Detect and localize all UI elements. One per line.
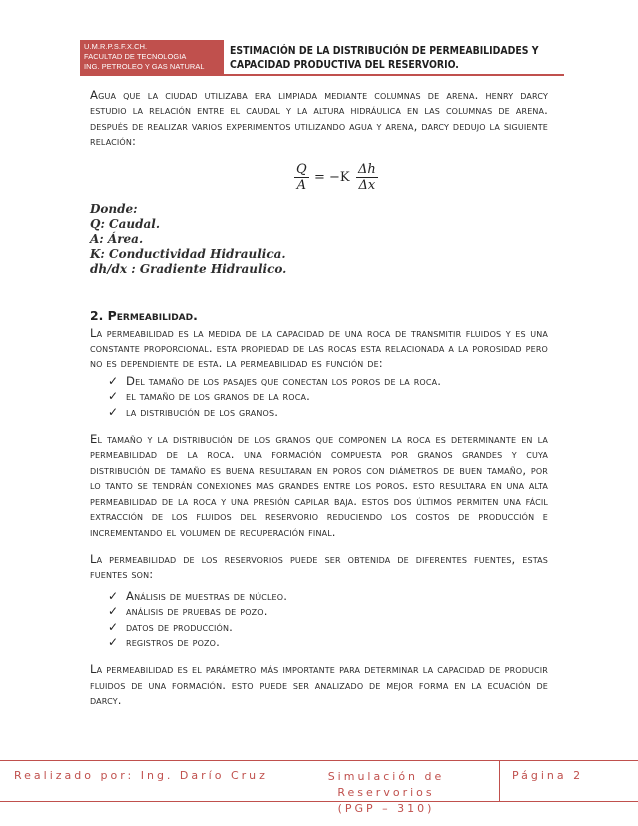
institution-block xyxy=(80,40,224,76)
list-item xyxy=(108,389,548,404)
institution-line: FACULTAD DE TECNOLOGIA xyxy=(84,52,187,61)
footer-divider xyxy=(499,761,500,801)
grain-size-paragraph: El tamaño y la distribución de los granos que componen la roca es determinante en la permeabilidad de la roca. una formación compuesta por granos grandes y cuya distribución de tamaño es buena resultaran en poros con diámetros de buen tamaño, por lo tanto se tendrán conexiones mas grandes entre los poros. esto resultara en una alta permeabilidad de la roca y una presión capilar baja. estos dos últimos permiten una fácil extracción de los fluidos del reservorio reduciendo los costos de producción e incrementando el volumen de recuperación final. xyxy=(90,432,548,539)
permeability-paragraph: La permeabilidad es la medida de la capacidad de una roca de transmitir fluidos y es una constante proporcional. esta propiedad de las rocas esta relacionada a la porosidad pero no es dependiente de esta. la permeabilidad es función de: xyxy=(90,325,548,371)
check-icon: ✓ xyxy=(108,373,119,388)
formula-lhs-num: Q xyxy=(296,161,307,177)
institution-line: U.M.R.P.S.F.X.CH. xyxy=(84,42,148,51)
list-item-text: la distribución de los granos. xyxy=(126,404,279,419)
check-icon: ✓ xyxy=(108,404,119,419)
document-title xyxy=(224,40,564,76)
closing-paragraph: La permeabilidad es el parámetro más importante para determinar la capacidad de producir fluidos de una formación. esto puede ser analizado de mejor forma en la ecuación de darcy. xyxy=(90,662,548,708)
definition-line: Q: Caudal. xyxy=(90,216,161,231)
check-icon: ✓ xyxy=(108,588,119,603)
check-icon: ✓ xyxy=(108,389,119,404)
institution-line: ING. PETROLEO Y GAS NATURAL xyxy=(84,62,205,71)
document-title-line: CAPACIDAD PRODUCTIVA DEL RESERVORIO. xyxy=(230,59,459,71)
sources-paragraph: La permeabilidad de los reservorios puede ser obtenida de diferentes fuentes, estas fuentes son: xyxy=(90,551,548,582)
formula-rhs-den: Δx xyxy=(358,177,376,193)
list-item xyxy=(108,405,548,420)
section-heading xyxy=(90,308,548,324)
page-content xyxy=(90,88,548,709)
darcy-formula xyxy=(90,162,548,196)
footer-course xyxy=(276,769,496,817)
definition-line: Donde: xyxy=(90,201,138,216)
list-item xyxy=(108,620,548,635)
list-item-text: análisis de muestras de núcleo. xyxy=(126,588,288,603)
list-item xyxy=(108,604,548,619)
formula-rhs-num: Δh xyxy=(358,161,376,177)
list-item-text: análisis de pruebas de pozo. xyxy=(126,604,268,619)
footer-course-name: Simulación de Reservorios xyxy=(327,770,445,799)
intro-paragraph: Agua que la ciudad utilizaba era limpiada mediante columnas de arena. henry darcy estudio la relación entre el caudal y la altura hidráulica en las columnas de arena. después de realizar varios experimentos utilizando agua y arena, darcy dedujo la siguiente relación: xyxy=(90,88,548,149)
section-title: Permeabilidad. xyxy=(107,307,198,323)
section-number: 2. xyxy=(90,307,104,323)
list-item xyxy=(108,589,548,604)
check-icon: ✓ xyxy=(108,619,119,634)
definition-line: dh/dx : Gradiente Hidraulico. xyxy=(90,262,287,277)
definition-line: K: Conductividad Hidraulica. xyxy=(90,247,286,262)
check-icon: ✓ xyxy=(108,634,119,649)
footer-author: Realizado por: Ing. Darío Cruz xyxy=(14,769,268,782)
list-item xyxy=(108,374,548,389)
formula-lhs xyxy=(294,162,309,193)
list-item-text: del tamaño de los pasajes que conectan los poros de la roca. xyxy=(126,373,442,388)
permeability-sources-list xyxy=(90,589,548,651)
formula-definitions xyxy=(90,202,548,278)
page-footer xyxy=(0,760,638,815)
list-item-text: el tamaño de los granos de la roca. xyxy=(126,389,310,404)
formula-rhs xyxy=(356,162,378,193)
check-icon: ✓ xyxy=(108,604,119,619)
document-title-line: ESTIMACIÓN DE LA DISTRIBUCIÓN DE PERMEABILIDADES Y xyxy=(230,45,539,57)
list-item xyxy=(108,635,548,650)
list-item-text: registros de pozo. xyxy=(126,634,220,649)
formula-eq: = −K xyxy=(314,169,350,185)
footer-course-code: (PGP – 310) xyxy=(337,802,435,815)
formula-lhs-den: A xyxy=(296,177,307,193)
permeability-factors-list xyxy=(90,374,548,420)
footer-page-number: Página 2 xyxy=(512,769,584,782)
definition-line: A: Área. xyxy=(90,232,144,247)
list-item-text: datos de producción. xyxy=(126,619,233,634)
